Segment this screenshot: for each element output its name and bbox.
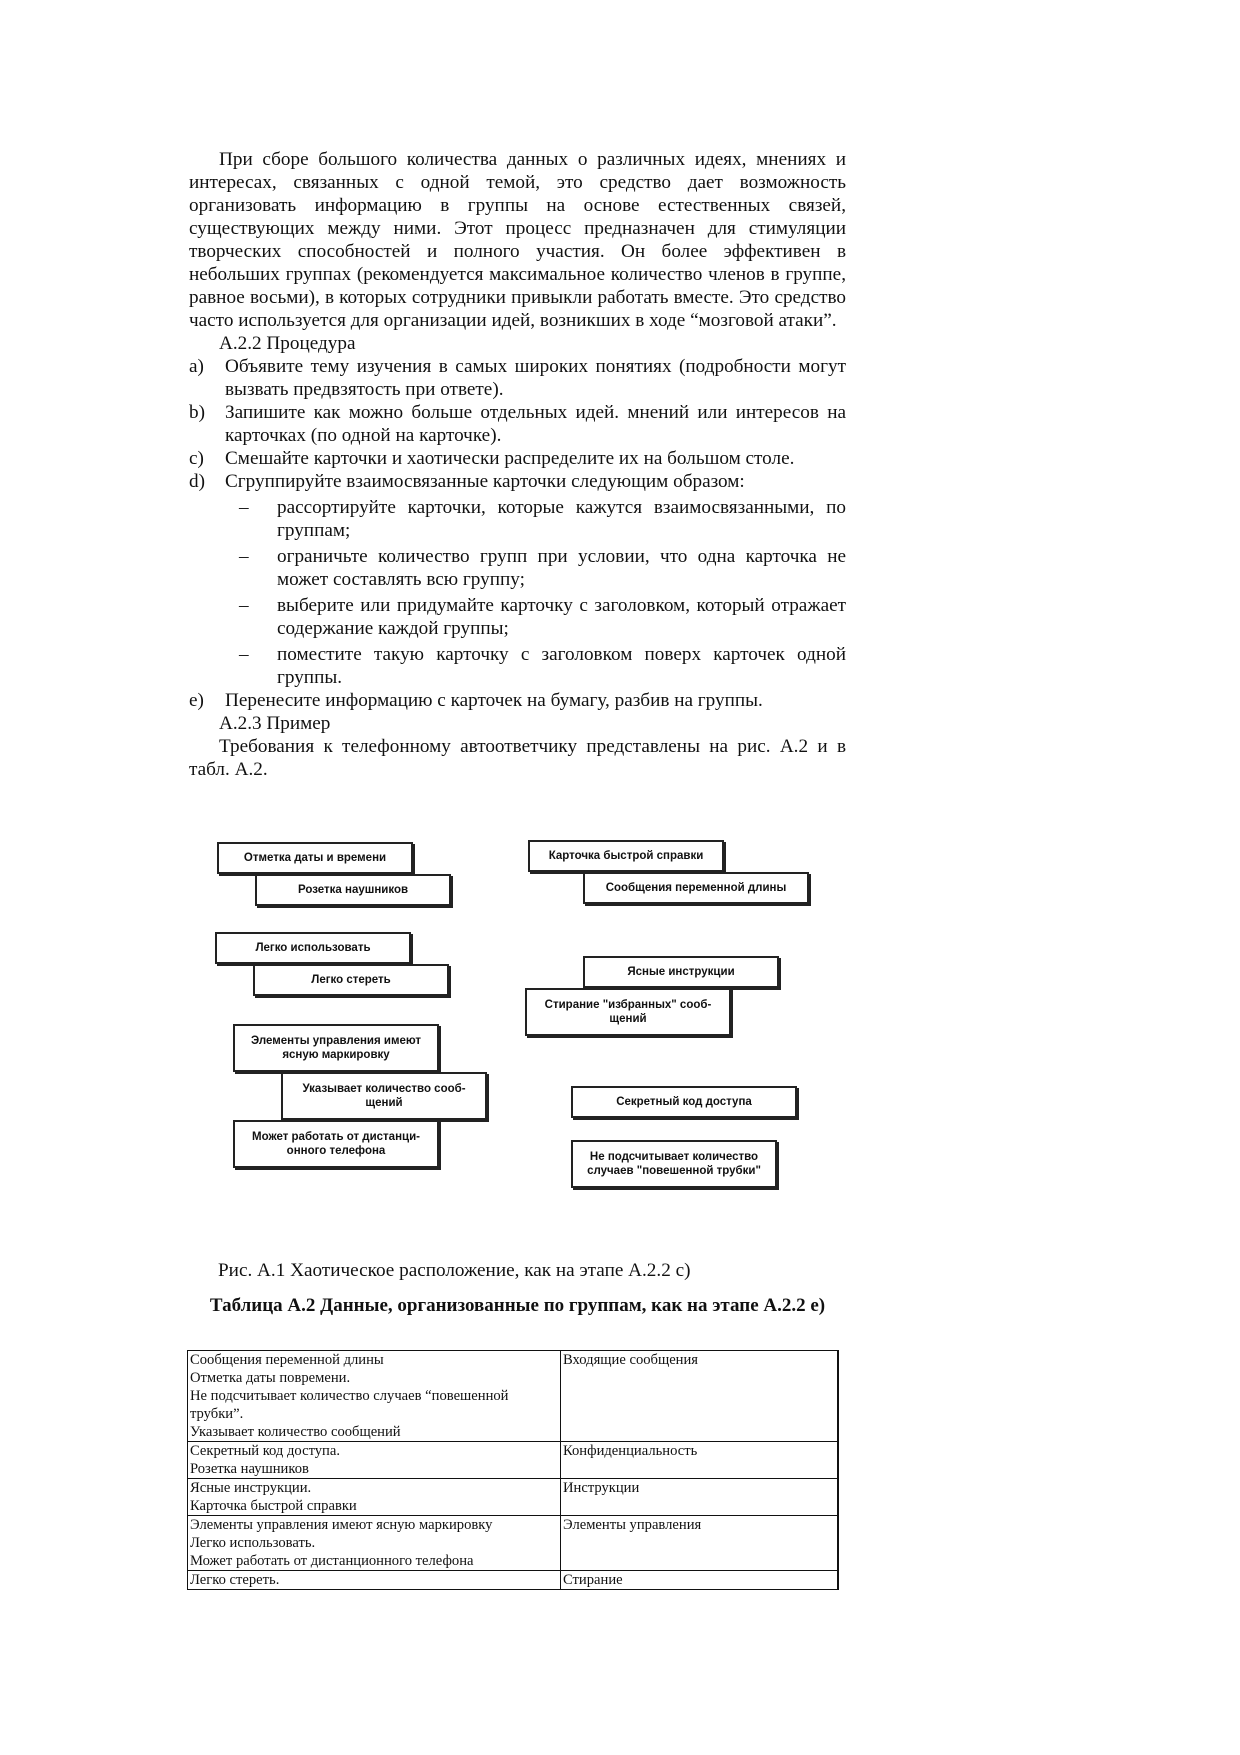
table-row [188, 1442, 839, 1479]
dash-marker: – [239, 644, 249, 665]
table-cell-items [188, 1479, 561, 1516]
list-marker: c) [189, 448, 204, 469]
card: Ясные инструкции [583, 956, 779, 988]
table-cell-item: Сообщения переменной длины [190, 1352, 384, 1368]
table-cell-group: Входящие сообщения [561, 1351, 839, 1442]
table-row [188, 1516, 839, 1571]
table-row [188, 1571, 839, 1590]
sub-list-item-text: выберите или придумайте карточку с заголовком, который отражает содержание каждой группы; [277, 595, 846, 639]
table-cell-item: Розетка наушников [190, 1461, 309, 1477]
card: Элементы управления имеют ясную маркировку [233, 1024, 439, 1072]
list-marker: b) [189, 402, 205, 423]
list-item-text: Перенесите информацию с карточек на бумагу, разбив на группы. [225, 690, 763, 711]
card: Отметка даты и времени [217, 842, 413, 874]
table-cell-item: Указывает количество сообщений [190, 1424, 401, 1440]
card: Легко стереть [253, 964, 449, 996]
sub-list-item [189, 594, 846, 640]
sub-list-item [189, 643, 846, 689]
table-cell-items [188, 1571, 561, 1590]
sub-list-item-text: рассортируйте карточки, которые кажутся взаимосвязанными, по группам; [277, 497, 846, 541]
list-item-text: Сгруппируйте взаимосвязанные карточки следующим образом: [225, 471, 745, 492]
list-item [189, 689, 846, 712]
list-item-text: Объявите тему изучения в самых широких понятиях (подробности могут вызвать предвзятость при ответе). [225, 356, 846, 400]
card: Легко использовать [215, 932, 411, 964]
table-cell-item: Элементы управления имеют ясную маркировку [190, 1517, 493, 1533]
procedure-heading: A.2.2 Процедура [219, 333, 356, 354]
table-cell-items [188, 1351, 561, 1442]
sub-list-item [189, 496, 846, 542]
cards-figure [205, 832, 825, 1232]
table-cell-items [188, 1516, 561, 1571]
table-cell-item: Карточка быстрой справки [190, 1498, 357, 1514]
body-text [189, 148, 846, 781]
card: Сообщения переменной длины [583, 872, 809, 904]
table-cell-items [188, 1442, 561, 1479]
table-cell-item: Легко стереть. [190, 1572, 280, 1588]
sub-list-item-text: ограничьте количество групп при условии, что одна карточка не может составлять всю группу; [277, 546, 846, 590]
card: Не подсчитывает количество случаев "повешенной трубки" [571, 1140, 777, 1188]
list-item [189, 470, 846, 493]
sub-list-item [189, 545, 846, 591]
table-title: Таблица A.2 Данные, организованные по группам, как на этапе A.2.2 e) [209, 1295, 826, 1316]
table-cell-group: Стирание [561, 1571, 839, 1590]
table-cell-item: Не подсчитывает количество случаев “повешенной трубки”. [190, 1388, 509, 1422]
card: Стирание "избранных" сооб-щений [525, 988, 731, 1036]
list-item-text: Смешайте карточки и хаотически распределите их на большом столе. [225, 448, 795, 469]
table-row [188, 1351, 839, 1442]
example-paragraph: Требования к телефонному автоответчику представлены на рис. A.2 и в табл. A.2. [189, 736, 846, 780]
table-cell-item: Может работать от дистанционного телефона [190, 1553, 474, 1569]
list-marker: d) [189, 471, 205, 492]
card: Розетка наушников [255, 874, 451, 906]
figure-caption: Рис. A.1 Хаотическое расположение, как на этапе A.2.2 c) [218, 1260, 691, 1281]
dash-marker: – [239, 595, 249, 616]
table-row [188, 1479, 839, 1516]
table-cell-item: Легко использовать. [190, 1535, 316, 1551]
table-cell-group: Элементы управления [561, 1516, 839, 1571]
list-item [189, 401, 846, 447]
list-item-text: Запишите как можно больше отдельных идей. мнений или интересов на карточках (по одной на карточке). [225, 402, 846, 446]
list-item [189, 355, 846, 401]
card: Карточка быстрой справки [528, 840, 724, 872]
card: Секретный код доступа [571, 1086, 797, 1118]
table-cell-item: Ясные инструкции. [190, 1480, 312, 1496]
list-marker: a) [189, 356, 204, 377]
sub-list-item-text: поместите такую карточку с заголовком поверх карточек одной группы. [277, 644, 846, 688]
dash-marker: – [239, 546, 249, 567]
list-marker: e) [189, 690, 204, 711]
example-heading: A.2.3 Пример [219, 713, 331, 734]
table-cell-item: Секретный код доступа. [190, 1443, 340, 1459]
list-item [189, 447, 846, 470]
dash-marker: – [239, 497, 249, 518]
card: Может работать от дистанци-онного телефона [233, 1120, 439, 1168]
table-cell-item: Отметка даты повремени. [190, 1370, 351, 1386]
card: Указывает количество сооб-щений [281, 1072, 487, 1120]
grouped-data-table [187, 1350, 839, 1590]
intro-paragraph: При сборе большого количества данных о различных идеях, мнениях и интересах, связанных с одной темой, это средство дает возможность организовать информацию в группы на основе естественных связей, существующих между ними. Этот процесс предназначен для стимуляции творческих способностей и полного участия. Он более эффективен в небольших группах (рекомендуется максимальное количество членов в группе, равное восьми), в которых сотрудники привыкли работать вместе. Это средство часто используется для организации идей, возникших в ходе “мозговой атаки”. [189, 149, 846, 331]
table-cell-group: Инструкции [561, 1479, 839, 1516]
table-cell-group: Конфиденциальность [561, 1442, 839, 1479]
